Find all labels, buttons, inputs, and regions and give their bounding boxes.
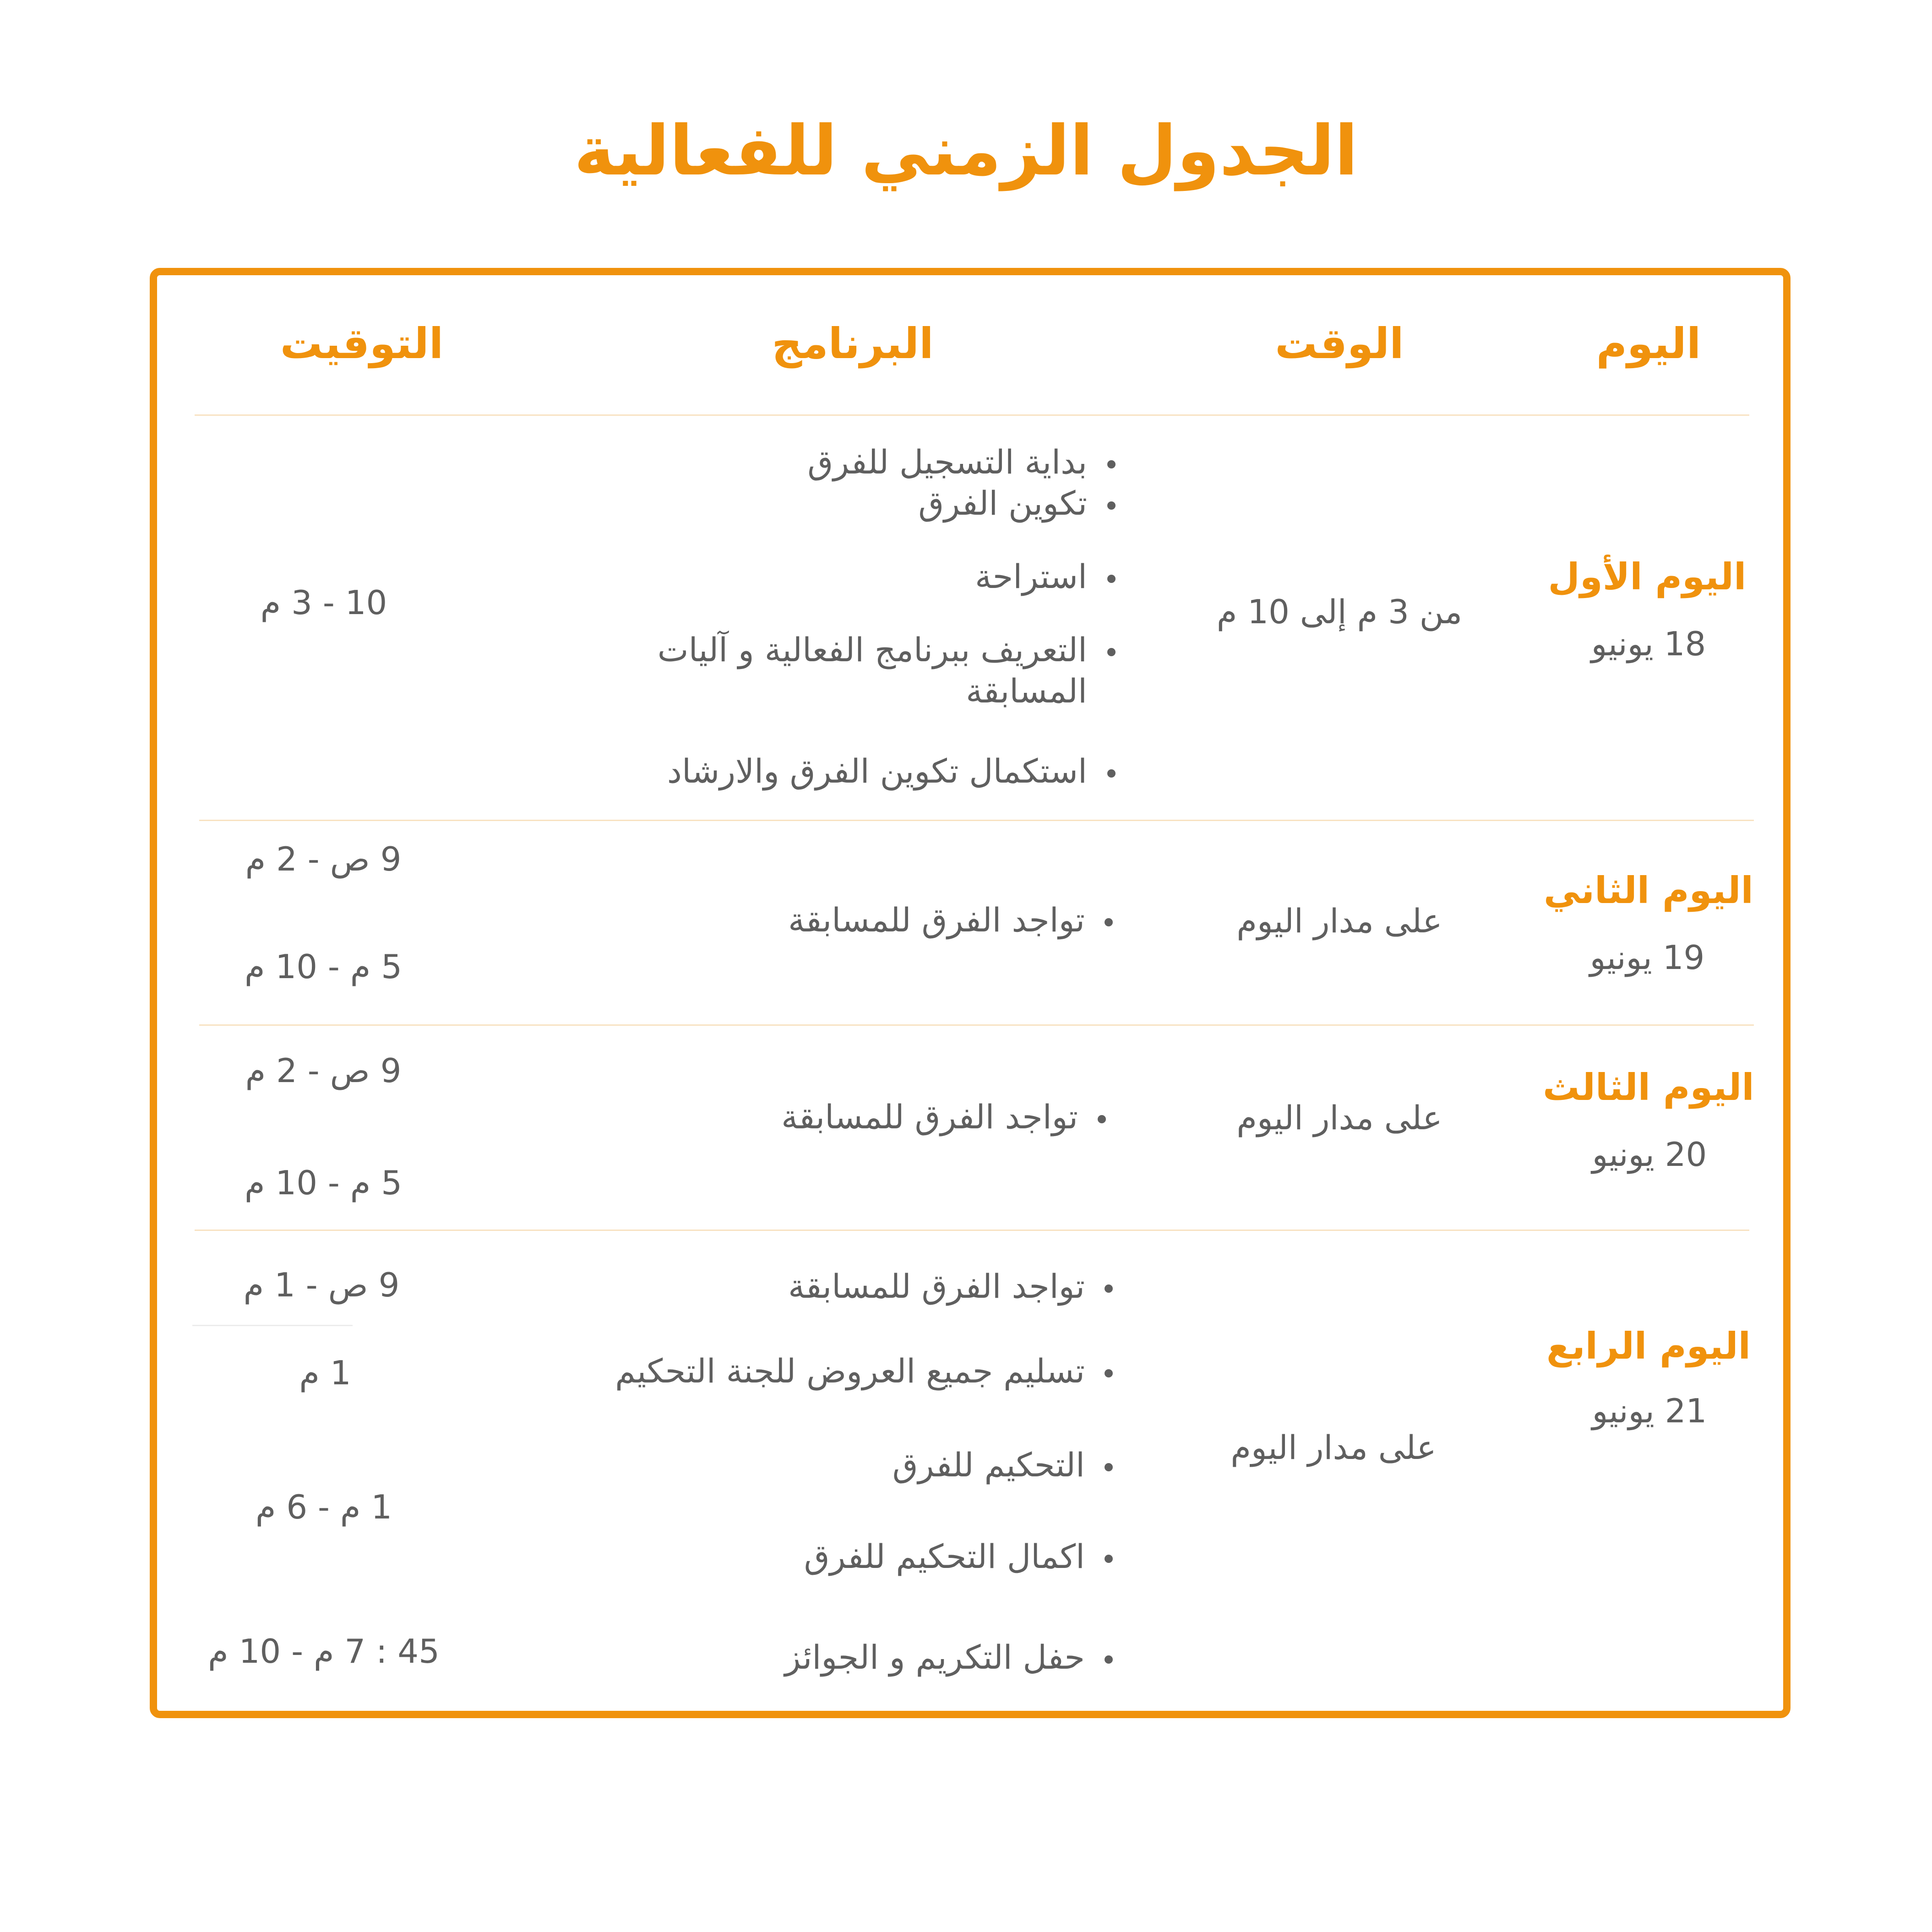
timing-value: 5 م - 10 م [244,947,403,986]
day-label: اليوم الثالث [1543,1066,1754,1109]
page-title: الجدول الزمني للفعالية [574,111,1358,191]
header-timing: التوقيت [280,319,444,368]
header-day: اليوم [1596,319,1701,368]
program-item: تكوين الفرق [918,484,1087,522]
day-date: 18 يونيو [1591,625,1706,663]
program-item: تواجد الفرق للمسابقة [788,1267,1085,1306]
bullet-icon [1105,1369,1113,1377]
bullet-icon [1107,460,1116,468]
bullet-icon [1105,1463,1113,1471]
bullet-icon [1098,1115,1106,1123]
program-item: تواجد الفرق للمسابقة [788,901,1085,939]
timing-divider [192,1325,353,1326]
header-program: البرنامج [772,319,934,368]
timing-value: 1 م - 6 م [255,1488,392,1526]
day-label: اليوم الثاني [1544,869,1753,912]
bullet-icon [1107,501,1116,510]
timing-value: 10 - 3 م [260,583,387,622]
bullet-icon [1105,918,1113,926]
row-divider [199,1024,1754,1026]
day-date: 20 يونيو [1592,1135,1707,1174]
timing-value: 9 ص - 2 م [245,840,402,878]
program-item: التعريف ببرنامج الفعالية و آليات [657,631,1087,669]
day-label: اليوم الأول [1548,555,1747,598]
program-item: حفل التكريم و الجوائز [784,1638,1085,1676]
bullet-icon [1107,769,1116,778]
program-item-continued: المسابقة [966,672,1087,710]
header-time: الوقت [1275,319,1404,368]
bullet-icon [1105,1655,1113,1664]
program-item: التحكيم للفرق [892,1446,1085,1484]
timing-value: 9 ص - 1 م [243,1266,400,1304]
timing-value: 5 م - 10 م [244,1164,403,1202]
time-range: على مدار اليوم [1236,1099,1442,1137]
row-divider [195,1230,1749,1231]
timing-value: 1 م [299,1354,351,1392]
day-label: اليوم الرابع [1546,1325,1751,1367]
program-item: تسليم جميع العروض للجنة التحكيم [615,1352,1085,1390]
bullet-icon [1107,575,1116,583]
timing-value: 9 ص - 2 م [245,1051,402,1090]
program-item: استراحة [975,557,1087,596]
program-item: تواجد الفرق للمسابقة [781,1098,1078,1136]
program-item: استكمال تكوين الفرق والارشاد [667,752,1087,790]
bullet-icon [1107,648,1116,656]
bullet-icon [1105,1284,1113,1293]
row-divider [199,820,1754,821]
day-date: 19 يونيو [1589,938,1705,977]
time-range: من 3 م إلى 10 م [1216,593,1463,631]
program-item: اكمال التحكيم للفرق [804,1537,1085,1576]
bullet-icon [1105,1555,1113,1563]
time-range: على مدار اليوم [1230,1428,1437,1467]
row-divider [195,414,1749,416]
timing-value: 45 : 7 م - 10 م [208,1632,440,1671]
day-date: 21 يونيو [1592,1392,1707,1430]
program-item: بداية التسجيل للفرق [807,443,1087,481]
time-range: على مدار اليوم [1236,902,1442,940]
